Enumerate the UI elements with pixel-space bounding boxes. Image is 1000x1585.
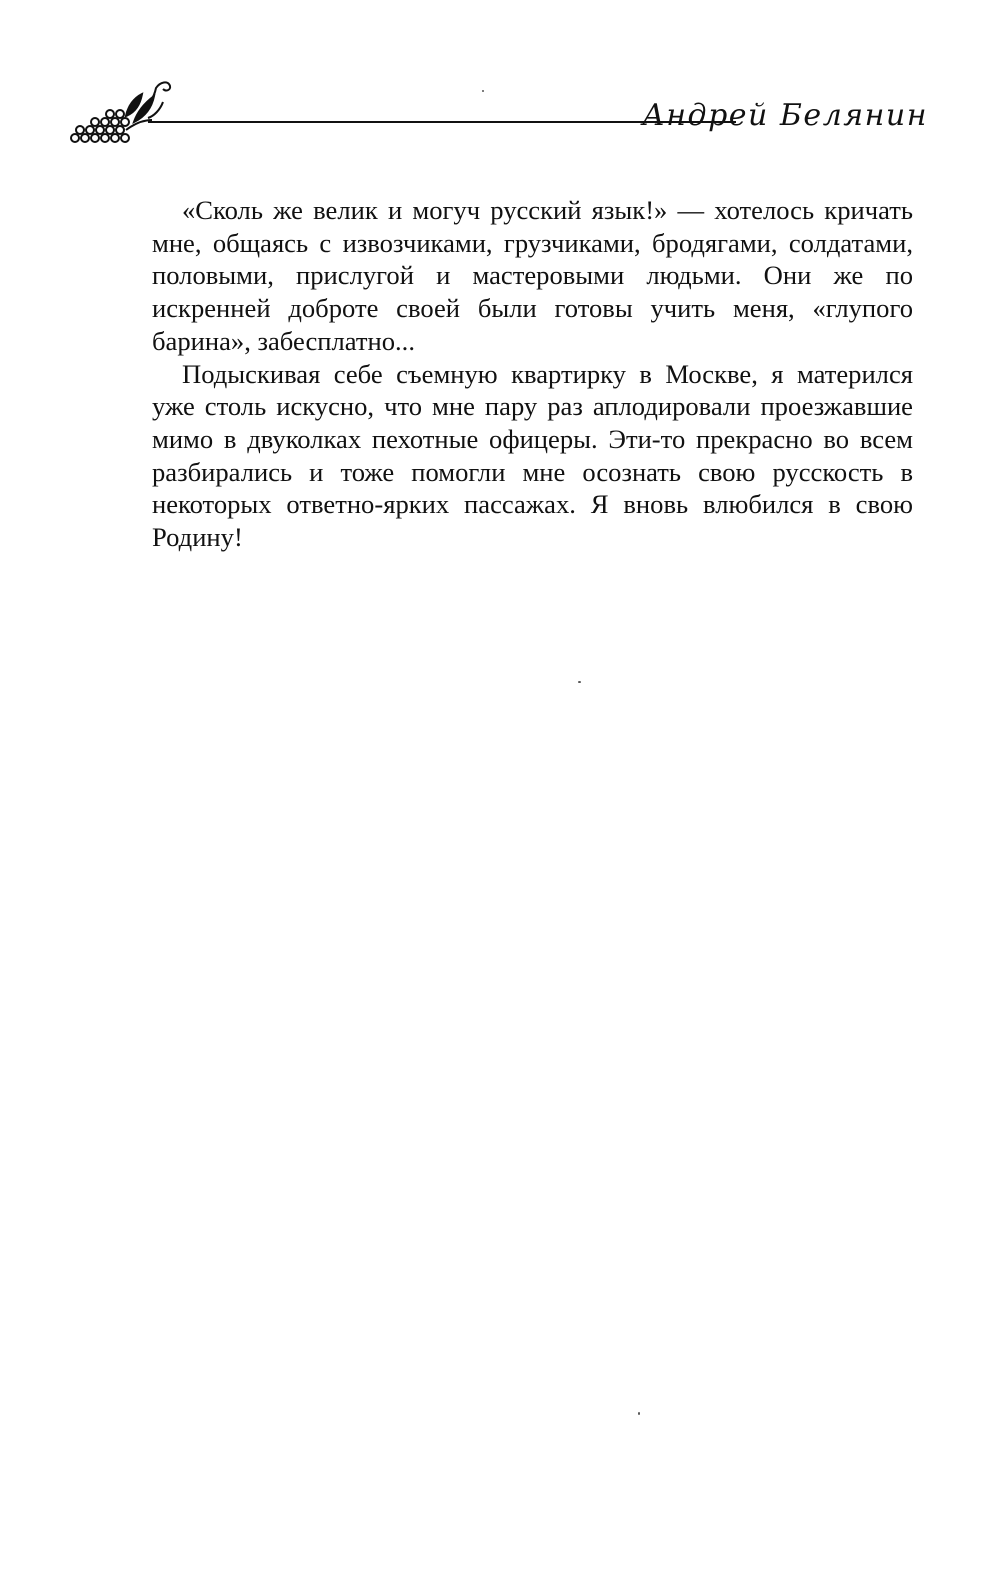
running-header-author: Андрей Белянин bbox=[642, 98, 928, 133]
print-speck bbox=[638, 1412, 640, 1415]
running-header bbox=[68, 72, 928, 152]
print-speck bbox=[578, 681, 581, 683]
grape-vine-ornament-icon bbox=[68, 72, 173, 152]
print-speck bbox=[482, 90, 484, 92]
paragraph: Подыскивая себе съемную квартирку в Москве, я матерился уже столь искусно, что мне пару раз аплодировали проезжавшие мимо в двуколках пехотные офицеры. Эти-то прекрасно во всем разбирались и тоже помогли мне осознать свою русскость в некоторых ответно-ярких пассажах. Я вновь влюбился в свою Родину! bbox=[152, 358, 913, 553]
paragraph: «Сколь же велик и могуч русский язык!» — хотелось кричать мне, общаясь с извозчиками, грузчиками, бродягами, солдатами, половыми, прислугой и мастеровыми людьми. Они же по искренней доброте своей были готовы учить меня, «глупого барина», забесплатно... bbox=[152, 195, 913, 356]
body-text bbox=[152, 194, 913, 554]
